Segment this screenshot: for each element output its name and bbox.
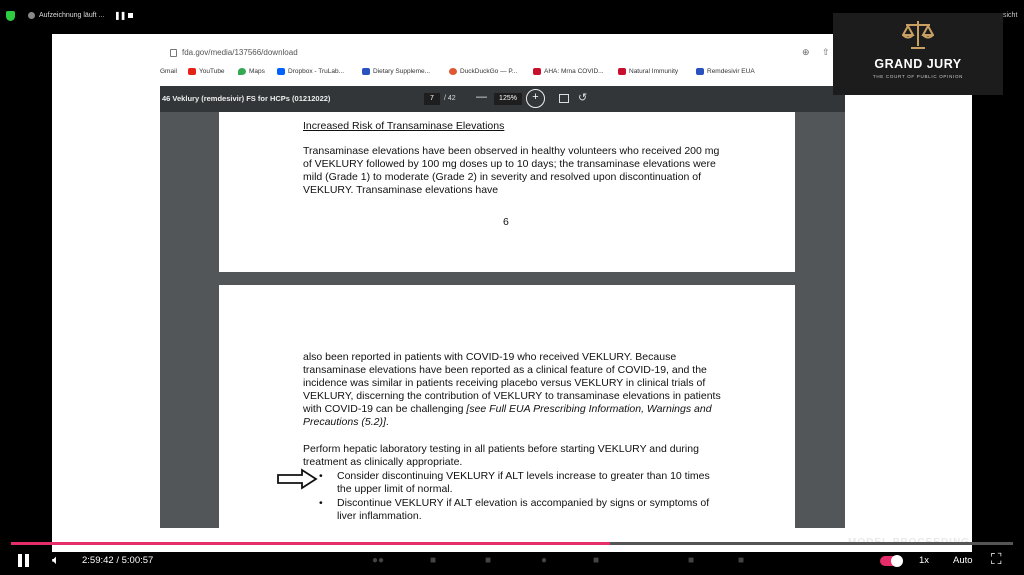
share-icon[interactable]: ⇧ xyxy=(822,47,830,57)
exit-fullscreen-icon[interactable]: ⛶ xyxy=(991,551,1002,568)
recording-right-text: sicht xyxy=(1003,12,1018,19)
shield-icon xyxy=(6,11,15,21)
volume-icon[interactable]: 🔈︎ xyxy=(52,552,60,567)
progress-bar[interactable] xyxy=(11,542,1013,545)
pdf-toolbar xyxy=(160,86,845,112)
bookmark-dietary[interactable]: Dietary Suppleme... xyxy=(362,68,430,75)
bullet: • xyxy=(319,497,323,509)
bookmarks-bar xyxy=(160,68,850,82)
maps-icon xyxy=(238,68,246,75)
participants-icon: ●● xyxy=(372,555,385,566)
bookmark-youtube[interactable]: YouTube xyxy=(188,68,225,75)
lock-icon xyxy=(170,49,177,57)
nih-icon xyxy=(362,68,370,75)
pdf-viewport[interactable] xyxy=(160,112,845,528)
url-text[interactable]: fda.gov/media/137566/download xyxy=(182,48,298,57)
bookmark-natural-immunity[interactable]: Natural Immunity xyxy=(618,68,678,75)
page-total: / 42 xyxy=(444,95,456,102)
bookmark-duckduckgo[interactable]: DuckDuckGo — P... xyxy=(449,68,517,75)
list-item: Discontinue VEKLURY if ALT elevation is accompanied by signs or symptoms of liver inflammation. xyxy=(337,497,710,522)
aha-icon xyxy=(533,68,541,75)
notes-icon: ■ xyxy=(738,555,745,566)
zoom-icon[interactable]: ⊕ xyxy=(802,47,810,57)
zoom-out-button[interactable]: — xyxy=(476,91,487,103)
apps-icon: ■ xyxy=(593,555,600,566)
pdf-page-7 xyxy=(219,285,795,528)
brand-name: GRAND JURY xyxy=(874,57,962,71)
chat-icon: ■ xyxy=(430,555,437,566)
bookmark-maps[interactable]: Maps xyxy=(238,68,265,75)
list-item: Consider discontinuing VEKLURY if ALT levels increase to greater than 10 times the upper limit of normal. xyxy=(337,470,710,495)
progress-fill xyxy=(11,542,610,545)
bookmark-aha[interactable]: AHA: Mrna COVID... xyxy=(533,68,604,75)
quality-selector[interactable]: Auto xyxy=(953,555,973,566)
citation: [see Full EUA Prescribing Information, Warnings and Precautions (5.2)] xyxy=(303,403,712,428)
stop-recording-icon[interactable] xyxy=(128,13,133,18)
pdf-page-6 xyxy=(219,112,795,272)
share-screen-icon: ■ xyxy=(485,555,492,566)
bullet: • xyxy=(319,470,323,482)
pause-button[interactable] xyxy=(18,554,30,567)
bookmark-dropbox[interactable]: Dropbox - TruLab... xyxy=(277,68,344,75)
zoom-level-input[interactable]: 125% xyxy=(494,93,522,105)
paragraph: Transaminase elevations have been observed in healthy volunteers who received 200 mg of VEKLURY followed by 100 mg doses up to 10 days; the transaminase elevations were mild (Grade 1) to moderate (Grade 2) in severity and resolved upon discontinuation of VEKLURY. Transaminase elevations have xyxy=(303,145,720,196)
brand-tagline: THE COURT OF PUBLIC OPINION xyxy=(872,74,964,79)
address-bar[interactable] xyxy=(162,44,842,64)
bookmark-remdesivir[interactable]: Remdesivir EUA xyxy=(696,68,755,75)
page-number-input[interactable]: 7 xyxy=(424,93,440,105)
rotate-icon[interactable]: ↺ xyxy=(578,92,588,104)
playback-speed[interactable]: 1x xyxy=(919,555,930,566)
page-number: 6 xyxy=(503,216,509,228)
dropbox-icon xyxy=(277,68,285,75)
reactions-icon: ● xyxy=(541,555,548,566)
recording-icon xyxy=(28,12,35,19)
fit-page-icon[interactable] xyxy=(559,94,569,103)
zoom-in-button[interactable]: + xyxy=(526,89,545,108)
paragraph: also been reported in patients with COVID-19 who received VEKLURY. Because transaminase elevations have been reported as a clinical feature of COVID-19, and the incidence was similar in patients receiving placebo versus VEKLURY in clinical trials of VEKLURY, discerning the contribution of VEKLURY to transaminase elevations in patients with COVID-19 can be challenging [see Full EUA Prescribing Information, Warnings and Precautions (5.2)]. xyxy=(303,351,721,428)
time-display: 2:59:42 / 5:00:57 xyxy=(82,555,154,566)
bookmark-gmail[interactable]: Gmail xyxy=(160,68,177,75)
youtube-icon xyxy=(188,68,196,75)
nih-icon xyxy=(696,68,704,75)
scales-icon xyxy=(902,18,934,52)
duckduckgo-icon xyxy=(449,68,457,75)
section-heading: Increased Risk of Transaminase Elevations xyxy=(303,120,505,132)
autoplay-toggle[interactable] xyxy=(880,556,902,566)
shared-screen xyxy=(52,34,972,552)
paragraph: Perform hepatic laboratory testing in all patients before starting VEKLURY and during treatment as clinically appropriate. xyxy=(303,443,699,468)
grand-jury-logo xyxy=(833,13,1003,95)
eu-icon xyxy=(618,68,626,75)
whiteboard-icon: ■ xyxy=(688,555,695,566)
arrow-right-icon xyxy=(276,468,318,490)
recording-status: Aufzeichnung läuft ... xyxy=(39,12,105,19)
player-controls xyxy=(0,547,1024,575)
pause-recording-icon[interactable]: ❚❚ xyxy=(114,11,126,20)
pdf-title: 46 Veklury (remdesivir) FS for HCPs (01212022) xyxy=(162,94,331,103)
